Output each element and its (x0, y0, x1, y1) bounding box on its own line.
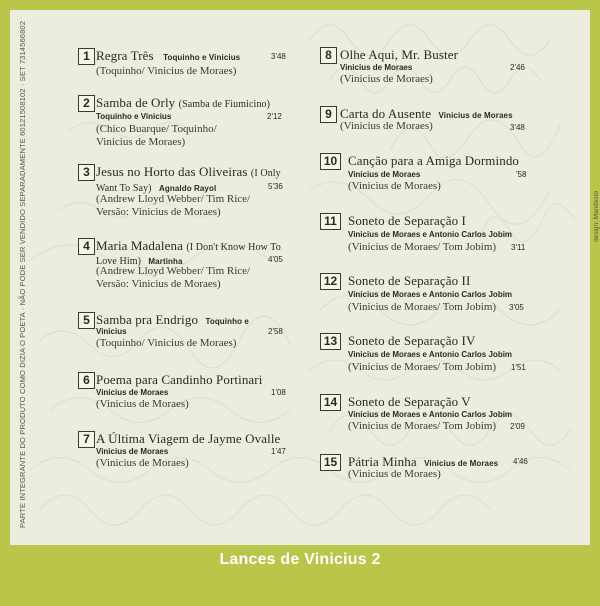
track-number: 2 (78, 95, 95, 112)
track-title: A Última Viagem de Jayme Ovalle (96, 431, 281, 446)
track-artist: Vinicius de Moraes (438, 111, 513, 120)
track-number: 9 (320, 106, 337, 123)
track-number: 7 (78, 431, 95, 448)
track-title: Samba de Orly (96, 95, 176, 110)
track-subtitle: (I Only (250, 168, 281, 179)
track-duration: 2'58 (268, 327, 283, 336)
track-artist: Agnaldo Rayol (158, 184, 217, 193)
track-number: 10 (320, 153, 341, 170)
track-subtitle: (Samba de Fiumicino) (178, 99, 271, 110)
track-title: Olhe Aqui, Mr. Buster (340, 47, 459, 62)
legal-notice-vertical (10, 20, 26, 535)
track-title: Carta do Ausente (340, 106, 432, 121)
track-title: Soneto de Separação I (348, 213, 466, 228)
track-credit: (Vinicius de Moraes) (340, 120, 433, 132)
track-credit: (Vinicius de Moraes/ Tom Jobim) (348, 241, 497, 253)
track-credit: Vinicius de Moraes) (96, 136, 186, 148)
track-title: Maria Madalena (96, 238, 183, 253)
track-duration: 5'36 (268, 182, 283, 191)
track-duration: 1'08 (271, 388, 286, 397)
track-credit: (Vinicius de Moraes) (96, 457, 189, 469)
track-artist: Vinicius de Moraes (96, 388, 169, 397)
track-number: 12 (320, 273, 341, 290)
track-duration: 2'09 (510, 422, 525, 431)
track-number: 15 (320, 454, 341, 471)
album-title: Lances de Vinicius 2 (219, 551, 381, 568)
track-duration: 2'12 (267, 112, 282, 121)
track-title: Soneto de Separação IV (348, 333, 476, 348)
track-credit: (Toquinho/ Vinicius de Moraes) (96, 337, 237, 349)
track-title: Pátria Minha (348, 454, 417, 469)
track-duration: 3'05 (509, 303, 524, 312)
track-duration: 3'48 (271, 52, 286, 61)
track-artist: Vinicius de Moraes (96, 447, 169, 456)
track-credit: Versão: Vinicius de Moraes) (96, 206, 221, 218)
track-credit: (Vinicius de Moraes) (340, 73, 433, 85)
track-credit: (Andrew Lloyd Webber/ Tim Rice/ (96, 265, 251, 277)
track-artist: Toquinho e Vinicius (163, 53, 241, 62)
track-duration: 4'46 (513, 457, 528, 466)
track-artist: Martinha (148, 257, 183, 266)
legal-notice-text: PARTE INTEGRANTE DO PRODUTO COMO DIZIA O POETA · NÃO PODE SER VENDIDO SEPARADAMENTE 60121508102 · SET 7314566802 (18, 20, 27, 528)
track-duration: 1'47 (271, 447, 286, 456)
track-artist: Vinicius de Moraes e Antonio Carlos Jobim (348, 410, 513, 419)
track-number: 14 (320, 394, 341, 411)
track-credit: (Vinicius de Moraes/ Tom Jobim) (348, 361, 497, 373)
track-duration: 4'05 (268, 255, 283, 264)
track-credit: (Vinicius de Moraes/ Tom Jobim) (348, 301, 497, 313)
track-artist-cont: Vinicius (96, 327, 127, 336)
track-number: 6 (78, 372, 95, 389)
track-subtitle-cont: Love Him) (96, 256, 142, 267)
track-credit: Versão: Vinicius de Moraes) (96, 278, 221, 290)
track-credit: (Andrew Lloyd Webber/ Tim Rice/ (96, 193, 251, 205)
track-title: Samba pra Endrigo (96, 312, 199, 327)
track-credit: (Vinicius de Moraes) (348, 180, 441, 192)
track-artist: Vinicius de Moraes e Antonio Carlos Jobim (348, 230, 513, 239)
track-duration: 3'11 (511, 243, 526, 252)
track-duration: 3'48 (510, 123, 525, 132)
track-artist: Toquinho e (205, 317, 249, 326)
track-number: 13 (320, 333, 341, 350)
track-title: Jesus no Horto das Oliveiras (96, 164, 248, 179)
track-credit: (Vinicius de Moraes/ Tom Jobim) (348, 420, 497, 432)
track-title: Regra Três (96, 48, 154, 63)
track-duration: 1'51 (511, 363, 526, 372)
track-number: 4 (78, 238, 95, 255)
track-subtitle: (I Don't Know How To (186, 242, 281, 253)
track-number: 8 (320, 47, 337, 64)
track-artist: Vinicius de Moraes e Antonio Carlos Jobim (348, 350, 513, 359)
track-title: Soneto de Separação V (348, 394, 471, 409)
track-title: Canção para a Amiga Dormindo (348, 153, 520, 168)
track-artist: Toquinho e Vinicius (96, 112, 172, 121)
track-number: 3 (78, 164, 95, 181)
track-title: Soneto de Separação II (348, 273, 471, 288)
track-subtitle-cont: Want To Say) (96, 183, 152, 194)
design-credit-text: design: Manifesto (593, 191, 600, 242)
track-number: 5 (78, 312, 95, 329)
track-title: Poema para Candinho Portinari (96, 372, 263, 387)
track-credit: (Vinicius de Moraes) (348, 468, 441, 480)
track-duration: 2'46 (510, 63, 525, 72)
track-artist: Vinicius de Moraes e Antonio Carlos Jobim (348, 290, 513, 299)
track-duration: '58 (516, 170, 527, 179)
track-artist: Vinicius de Moraes (348, 170, 421, 179)
track-credit: (Vinicius de Moraes) (96, 398, 189, 410)
track-credit: (Chico Buarque/ Toquinho/ (96, 123, 217, 135)
track-artist: Vinicius de Moraes (424, 459, 499, 468)
track-number: 11 (320, 213, 341, 230)
track-credit: (Toquinho/ Vinicius de Moraes) (96, 65, 237, 77)
track-number: 1 (78, 48, 95, 65)
track-artist: Vinicius de Moraes (340, 63, 413, 72)
